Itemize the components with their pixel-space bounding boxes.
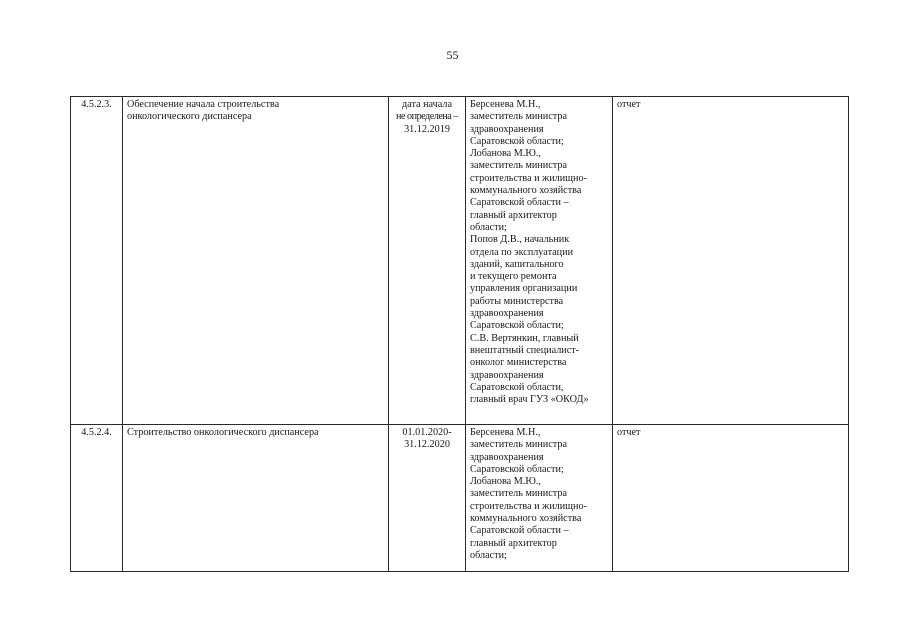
responsible-line: здравоохранения xyxy=(470,451,544,463)
responsible-line: заместитель министра xyxy=(470,160,567,172)
responsible-line: Лобанова М.Ю., xyxy=(470,148,541,160)
responsible-line: и текущего ремонта xyxy=(470,271,557,283)
item-date-cell xyxy=(389,97,466,425)
responsible-line: работы министерства xyxy=(470,295,564,307)
item-date-line: не определена – xyxy=(396,111,458,123)
item-date-line: 31.12.2019 xyxy=(404,123,450,135)
responsible-line: главный архитектор xyxy=(470,209,557,221)
responsible-line: главный архитектор xyxy=(470,537,557,549)
responsible-line: заместитель министра xyxy=(470,111,567,123)
item-name-line: онкологического диспансера xyxy=(127,111,252,123)
responsible-line: здравоохранения xyxy=(470,308,544,320)
item-responsible-cell xyxy=(466,97,613,425)
responsible-line: внештатный специалист- xyxy=(470,344,580,356)
responsible-line: заместитель министра xyxy=(470,488,567,500)
responsible-line: строительства и жилищно- xyxy=(470,172,587,184)
responsible-line: коммунального хозяйства xyxy=(470,185,582,197)
responsible-line: Саратовской области – xyxy=(470,525,569,537)
item-date-cell xyxy=(389,425,466,572)
responsible-line: строительства и жилищно- xyxy=(470,500,587,512)
responsible-line: отдела по эксплуатации xyxy=(470,246,574,258)
item-name-cell xyxy=(123,97,389,425)
responsible-line: Попов Д.В., начальник xyxy=(470,234,570,246)
item-date-line: дата начала xyxy=(402,99,452,110)
plan-table xyxy=(70,96,849,572)
responsible-line: области; xyxy=(470,549,507,561)
responsible-line: Берсенева М.Н., xyxy=(470,427,541,438)
responsible-line: Саратовской области; xyxy=(470,135,564,147)
responsible-line: онколог министерства xyxy=(470,357,567,369)
responsible-line: Саратовской области; xyxy=(470,463,564,475)
responsible-line: зданий, капитального xyxy=(470,258,564,270)
table-row xyxy=(71,425,849,572)
item-date-line: 31.12.2020 xyxy=(404,439,450,451)
item-form-cell: отчет xyxy=(613,425,849,572)
responsible-line: коммунального хозяйства xyxy=(470,513,582,525)
responsible-line: управления организации xyxy=(470,283,578,295)
responsible-line: С.В. Вертянкин, главный xyxy=(470,332,579,344)
item-number-cell: 4.5.2.3. xyxy=(71,97,123,425)
item-name-line: Строительство онкологического диспансера xyxy=(127,427,319,438)
responsible-line: Саратовской области, xyxy=(470,381,564,393)
item-name-line: Обеспечение начала строительства xyxy=(127,99,280,110)
responsible-line: здравоохранения xyxy=(470,369,544,381)
item-form-cell: отчет xyxy=(613,97,849,425)
responsible-line: области; xyxy=(470,221,507,233)
table-row xyxy=(71,97,849,425)
page-number: 55 xyxy=(446,48,459,62)
responsible-line: Саратовской области – xyxy=(470,197,569,209)
item-responsible-cell xyxy=(466,425,613,572)
responsible-line: Саратовской области; xyxy=(470,320,564,332)
responsible-line: здравоохранения xyxy=(470,123,544,135)
responsible-line: главный врач ГУЗ «ОКОД» xyxy=(470,394,589,406)
item-date-line: 01.01.2020- xyxy=(402,427,452,438)
item-number-cell: 4.5.2.4. xyxy=(71,425,123,572)
responsible-line: Лобанова М.Ю., xyxy=(470,476,541,488)
responsible-line: заместитель министра xyxy=(470,439,567,451)
item-name-cell xyxy=(123,425,389,572)
responsible-line: Берсенева М.Н., xyxy=(470,99,541,110)
